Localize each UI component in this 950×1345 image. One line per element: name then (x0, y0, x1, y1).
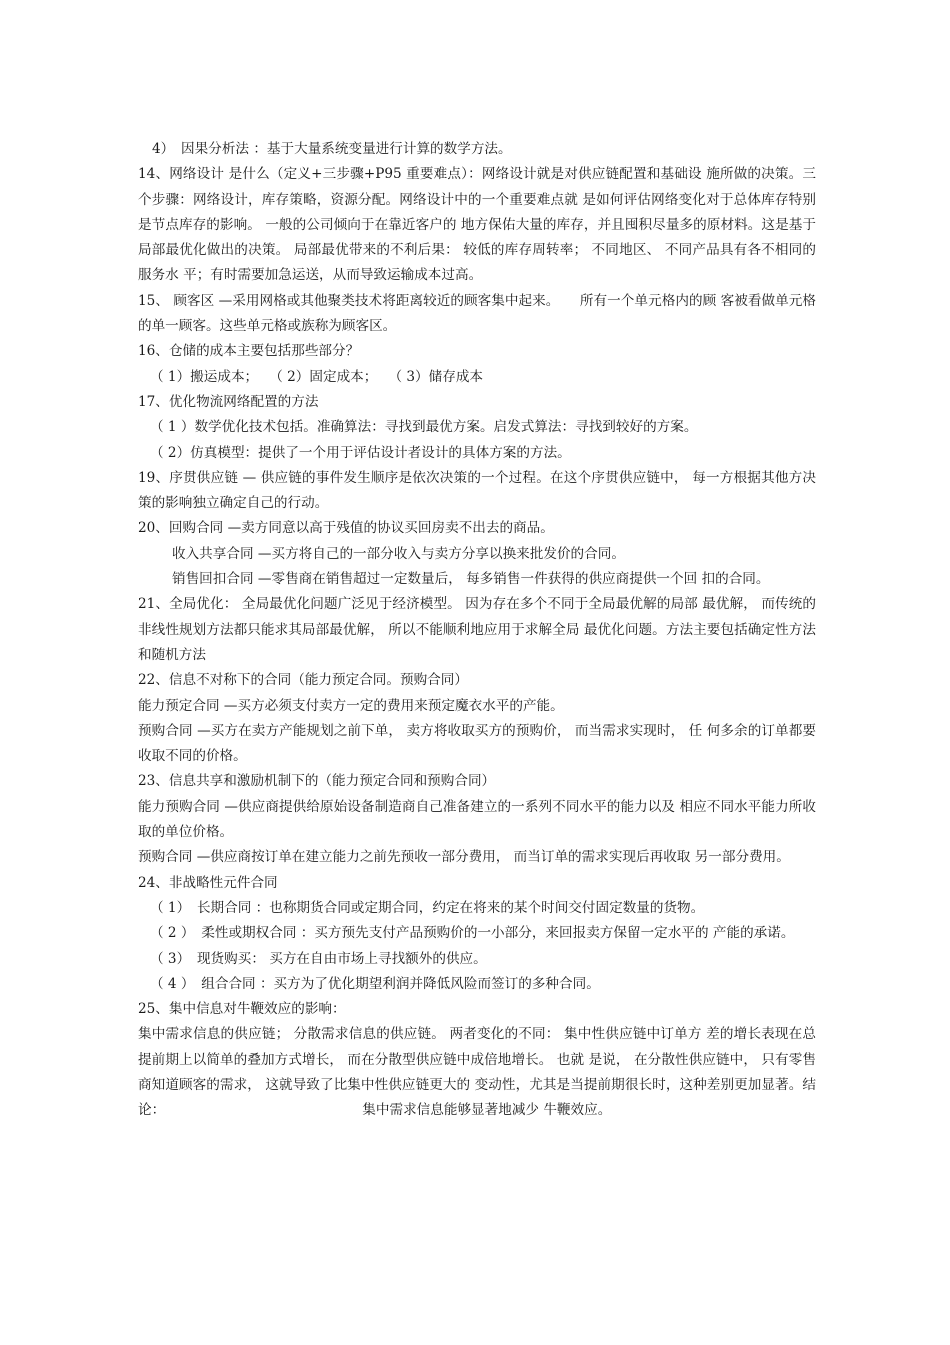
item-16-costs: （ 1）搬运成本； （ 2）固定成本； （ 3）储存成本 (150, 368, 484, 385)
item-21-global-optimization: 21、全局优化： 全局最优化问题广泛见于经济模型。 因为存在多个不同于全局最优解的局部 最优解， 而传统的非线性规划方法都只能求其局部最优解， 所以不能顺利地应用于求解全局 最优化问题。方法主要包括确定性方法和随机方法 (138, 596, 817, 663)
item-20-buyback: 20、回购合同 —卖方同意以高于残值的协议买回房卖不出去的商品。 (138, 520, 554, 537)
item-25-body: 集中需求信息的供应链； 分散需求信息的供应链。 两者变化的不同： 集中性供应链中订单方 差的增长表现在总提前期上以简单的叠加方式增长， 而在分散型供应链中成倍地增长。 也就 是说， 在分散性供应链中， 只有零售商知道顾客的需求， 这就导致了比集中性供应链更大的 变动性，尤其是当提前期很长时，这种差别更加显著。结论： 集中需求信息能够显著地减少 牛鞭效应。 (138, 1026, 816, 1119)
item-16-heading: 16、仓储的成本主要包括那些部分？ (138, 343, 360, 360)
item-17-point-1: （ 1 ）数学优化技术包括。准确算法：寻找到最优方案。启发式算法：寻找到较好的方案。 (150, 419, 698, 436)
item-23-advance-purchase: 预购合同 —供应商按订单在建立能力之前先预收一部分费用， 而当订单的需求实现后再收取 另一部分费用。 (138, 849, 790, 866)
item-22-advance-purchase: 预购合同 —买方在卖方产能规划之前下单， 卖方将收取买方的预购价， 而当需求实现时， 任 何多余的订单都要收取不同的价格。 (138, 722, 816, 765)
item-17-point-2: （ 2）仿真模型：提供了一个用于评估设计者设计的具体方案的方法。 (150, 444, 571, 461)
item-22-capacity-reservation: 能力预定合同 —买方必须支付卖方一定的费用来预定魔衣水平的产能。 (138, 697, 564, 714)
item-17-heading: 17、优化物流网络配置的方法 (138, 393, 319, 410)
item-24-long-term: （ 1） 长期合同 ：也称期货合同或定期合同，约定在将来的某个时间交付固定数量的货物。 (150, 899, 705, 916)
item-15-customer-zone: 15、 顾客区 —采用网格或其他聚类技术将距离较近的顾客集中起来。 所有一个单元格内的顾 客被看做单元格的单一顾客。这些单元格或族称为顾客区。 (138, 292, 816, 335)
item-23-capacity-purchase: 能力预购合同 —供应商提供给原始设备制造商自己准备建立的一系列不同水平的能力以及 相应不同水平能力所收取的单位价格。 (138, 798, 816, 841)
item-24-spot: （ 3） 现货购买： 买方在自由市场上寻找额外的供应。 (150, 950, 487, 967)
item-25-heading: 25、集中信息对牛鞭效应的影响： (138, 1001, 346, 1018)
item-19-sequential-chain: 19、序贯供应链 — 供应链的事件发生顺序是依次决策的一个过程。在这个序贯供应链中， 每一方根据其他方决策的影响独立确定自己的行动。 (138, 469, 816, 512)
item-14-network-design: 14、网络设计 是什么（定义+三步骤+P95 重要难点）：网络设计就是对供应链配置和基础设 施所做的决策。三个步骤：网络设计，库存策略，资源分配。网络设计中的一个重要难点就 是如何评估网络变化对于总体库存特别是节点库存的影响。 一般的公司倾向于在靠近客户的 地方保佑大量的库存，并且囤积尽量多的原材料。这是基于局部最优化做出的决策。 局部最优带来的不利后果： 较低的库存周转率； 不同地区、 不同产品具有各不相同的服务水 平；有时需要加急运送，从而导致运输成本过高。 (138, 166, 816, 284)
item-24-flexible: （ 2 ） 柔性或期权合同 ：买方预先支付产品预购价的一小部分，来回报卖方保留一定水平的 产能的承诺。 (150, 925, 795, 942)
item-24-portfolio: （ 4 ） 组合合同 ：买方为了优化期望利润并降低风险而签订的多种合同。 (150, 975, 600, 992)
line-4-causal-analysis: 4） 因果分析法 ：基于大量系统变量进行计算的数学方法。 (152, 141, 512, 157)
document-body (138, 137, 816, 1124)
item-20-revenue-sharing: 收入共享合同 —买方将自己的一部分收入与卖方分享以换来批发价的合同。 (172, 545, 625, 562)
item-23-heading: 23、信息共享和激励机制下的（能力预定合同和预购合同） (138, 773, 496, 790)
item-24-heading: 24、非战略性元件合同 (138, 874, 278, 891)
item-20-sales-rebate: 销售回扣合同 —零售商在销售超过一定数量后， 每多销售一件获得的供应商提供一个回 扣的合同。 (172, 571, 770, 588)
item-22-heading: 22、信息不对称下的合同（能力预定合同。预购合同） (138, 672, 468, 689)
